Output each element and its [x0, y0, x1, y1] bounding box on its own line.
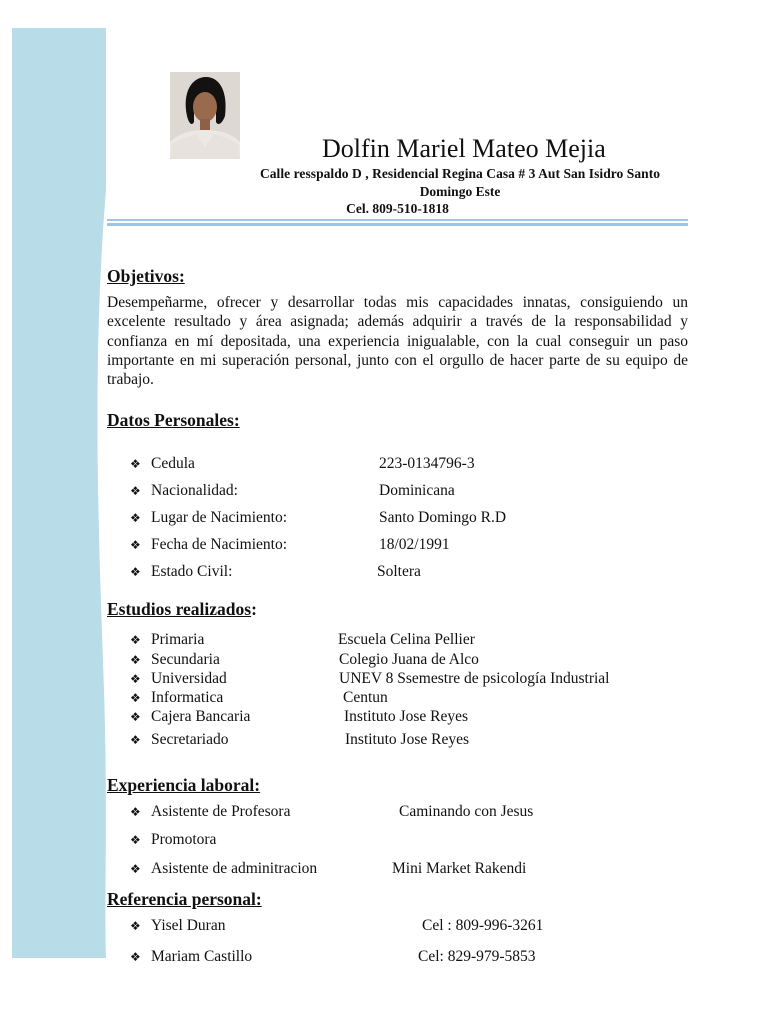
candidate-name: Dolfin Mariel Mateo Mejia	[322, 134, 606, 163]
item-label: Asistente de adminitracion	[151, 860, 318, 877]
item-label: Secundaria	[151, 651, 220, 668]
item-label: Yisel Duran	[151, 917, 226, 934]
experiencia-item	[130, 803, 290, 821]
item-value: Instituto Jose Reyes	[345, 731, 469, 748]
item-label: Cedula	[151, 455, 195, 472]
item-label: Secretariado	[151, 731, 229, 748]
item-value: Dominicana	[379, 482, 455, 499]
item-label: Estado Civil:	[151, 563, 233, 580]
header-divider-top	[107, 219, 688, 221]
datos-item	[130, 563, 232, 581]
item-label: Mariam Castillo	[151, 948, 253, 965]
bullet-icon: ❖	[130, 484, 141, 498]
item-value: Colegio Juana de Alco	[339, 651, 479, 668]
bullet-icon: ❖	[130, 565, 141, 579]
estudios-title: Estudios realizados	[107, 599, 252, 619]
estudios-item	[130, 670, 227, 688]
item-value: UNEV 8 Ssemestre de psicología Industrial	[339, 670, 610, 687]
item-value: Escuela Celina Pellier	[338, 631, 475, 648]
item-label: Fecha de Nacimiento:	[151, 536, 288, 553]
bullet-icon: ❖	[130, 457, 141, 471]
item-value: Soltera	[377, 563, 421, 580]
bullet-icon: ❖	[130, 950, 141, 964]
profile-photo	[170, 72, 240, 159]
bullet-icon: ❖	[130, 833, 141, 847]
datos-item	[130, 536, 287, 554]
bullet-icon: ❖	[130, 733, 141, 747]
bullet-icon: ❖	[130, 919, 141, 933]
item-value: Centun	[343, 689, 388, 706]
address-line-1: Calle resspaldo D , Residencial Regina Casa # 3 Aut San Isidro Santo	[259, 166, 661, 181]
estudios-item	[130, 708, 250, 726]
item-value: Instituto Jose Reyes	[344, 708, 468, 725]
item-value: Caminando con Jesus	[399, 803, 534, 820]
referencia-item	[130, 948, 252, 966]
datos-item	[130, 509, 287, 527]
referencia-heading: Referencia personal:	[107, 889, 262, 909]
item-label: Informatica	[151, 689, 224, 706]
bullet-icon: ❖	[130, 672, 141, 686]
experiencia-item	[130, 831, 216, 849]
bullet-icon: ❖	[130, 511, 141, 525]
item-label: Primaria	[151, 631, 205, 648]
item-label: Asistente de Profesora	[151, 803, 291, 820]
bullet-icon: ❖	[130, 691, 141, 705]
bullet-icon: ❖	[130, 633, 141, 647]
phone: Cel. 809-510-1818	[346, 201, 449, 216]
datos-heading: Datos Personales:	[107, 410, 240, 430]
item-value: 223-0134796-3	[379, 455, 475, 472]
estudios-item	[130, 731, 228, 749]
item-value: Mini Market Rakendi	[392, 860, 527, 877]
estudios-item	[130, 689, 223, 707]
item-value: Cel: 829-979-5853	[418, 948, 536, 965]
estudios-item	[130, 631, 204, 649]
item-label: Nacionalidad:	[151, 482, 238, 499]
datos-item	[130, 455, 195, 473]
item-label: Promotora	[151, 831, 217, 848]
item-label: Cajera Bancaria	[151, 708, 251, 725]
estudios-title-suffix: :	[251, 599, 257, 619]
item-label: Lugar de Nacimiento:	[151, 509, 288, 526]
experiencia-heading: Experiencia laboral:	[107, 775, 261, 795]
estudios-heading	[107, 599, 257, 620]
objetivos-heading: Objetivos:	[107, 266, 185, 286]
objetivos-text: Desempeñarme, ofrecer y desarrollar todas mis capacidades innatas, consiguiendo un excelente resultado y área asignada; además adquirir a través de la responsabilidad y confianza en mí depositada, una experiencia inigualable, con la cual conseguir un paso importante en mi superación personal, junto con el orgullo de hacer parte de su equipo de trabajo.	[107, 294, 688, 389]
sidebar-band	[0, 0, 120, 1024]
bullet-icon: ❖	[130, 710, 141, 724]
item-value: 18/02/1991	[379, 536, 450, 553]
address-line-2: Domingo Este	[419, 184, 501, 199]
bullet-icon: ❖	[130, 805, 141, 819]
header-divider-bottom	[107, 223, 688, 226]
experiencia-item	[130, 860, 317, 878]
item-label: Universidad	[151, 670, 227, 687]
referencia-item	[130, 917, 225, 935]
estudios-item	[130, 651, 220, 669]
item-value: Santo Domingo R.D	[379, 509, 507, 526]
bullet-icon: ❖	[130, 538, 141, 552]
item-value: Cel : 809-996-3261	[422, 917, 544, 934]
bullet-icon: ❖	[130, 862, 141, 876]
address	[225, 165, 695, 201]
datos-item	[130, 482, 238, 500]
bullet-icon: ❖	[130, 653, 141, 667]
